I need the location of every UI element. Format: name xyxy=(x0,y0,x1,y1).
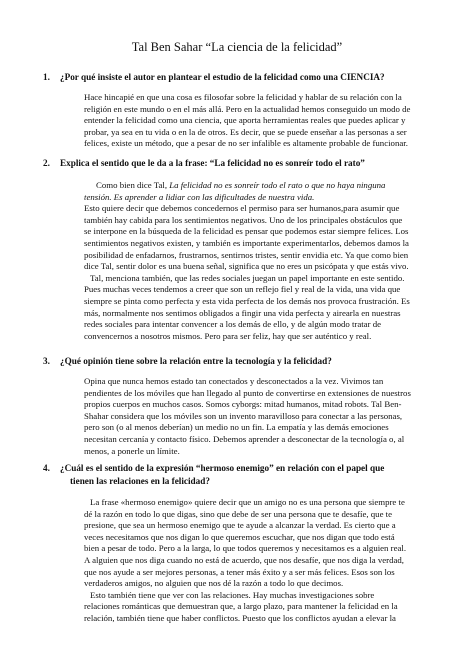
answer-line: más, normalmente nos sentimos obligados a fingir una vida perfecta y airearla en nuestras xyxy=(84,307,401,318)
answer-line: pendientes de los móviles que han llegado al punto de convertirse en extensiones de nuestros xyxy=(84,387,411,398)
answer-line: propios cuerpos en muchos casos. Somos cyborgs: mitad humanos, mitad robots. Tal Ben- xyxy=(84,399,402,410)
answer-line: Opina que nunca hemos estado tan conectados y desconectados a la vez. Vivimos tan xyxy=(84,376,384,386)
question-text: Explica el sentido que le da a la frase: “La felicidad no es sonreír todo el rato” xyxy=(60,158,365,168)
question-text: ¿Qué opinión tiene sobre la relación entre la tecnología y la felicidad? xyxy=(60,356,332,366)
question-text: tienen las relaciones en la felicidad? xyxy=(70,475,210,486)
answer-line: pero son (o al menos deberían) un medio no un fin. La empatía y las demás emociones xyxy=(84,422,389,433)
question-number: 3. xyxy=(43,356,50,366)
answer-line: siempre se pinta como perfecta y esta vida perfecta de los demás nos provoca frustración. Es xyxy=(84,295,410,306)
answer-line: tensión. Es aprender a lidiar con las dificultades de nuestra vida. xyxy=(84,191,315,202)
answer-1 xyxy=(84,92,438,150)
answer-line: A alguien que nos diga cuando no está de acuerdo, que nos desafíe, que nos diga la verdad, xyxy=(84,554,405,565)
answer-line: entender la felicidad como una ciencia, que aporta herramientas reales que puedes aplicar y xyxy=(84,115,406,126)
answer-line: convencernos a nosotros mismos. Pero para ser feliz, hay que ser auténtico y real. xyxy=(84,330,372,341)
question-4 xyxy=(43,462,430,487)
answer-line: presione, que sea un hermoso enemigo que te ayude a alcanzar la verdad. Es cierto que a xyxy=(84,520,396,531)
answer-line: menos, a ponerle un límite. xyxy=(84,445,180,456)
answer-line: Como bien dice Tal, La felicidad no es sonreír todo el rato o que no haya ninguna xyxy=(96,180,386,190)
answer-line: felices, existe un método, que a pesar de no ser infalible es altamente probable de funcionar. xyxy=(84,138,408,149)
answer-line: relación, también tiene que haber conflictos. Puesto que los conflictos ayudan a elevar la xyxy=(84,612,396,623)
answer-line: dé la razón en todo lo que digas, sino que debe de ser una persona que te desafíe, que te xyxy=(84,508,393,519)
question-number: 1. xyxy=(43,72,50,82)
answer-line: se interpone en la búsqueda de la felicidad es pensar que podemos estar siempre felices. Los xyxy=(84,226,409,237)
question-number: 2. xyxy=(43,158,50,168)
document-title: Tal Ben Sahar “La ciencia de la felicidad” xyxy=(131,40,343,54)
answer-line: que nos ayude a ser mejores personas, a tener más éxito y a ser más felices. Esos son los xyxy=(84,566,395,577)
answer-line: Pues muchas veces tendemos a creer que son un reflejo fiel y real de la vida, una vida que xyxy=(84,284,401,295)
question-2 xyxy=(43,157,430,170)
answer-line: Shahar considera que los móviles son un invento maravilloso para conectar a las personas, xyxy=(84,410,403,421)
question-1 xyxy=(43,71,430,84)
answer-4 xyxy=(84,497,438,625)
answer-line: redes sociales para intentar convencer a los demás de ello, y de algún modo tratar de xyxy=(84,319,382,330)
question-3 xyxy=(43,355,430,368)
answer-line: Esto también tiene que ver con las relaciones. Hay muchas investigaciones sobre xyxy=(90,589,375,600)
answer-line: La frase «hermoso enemigo» quiere decir que un amigo no es una persona que siempre te xyxy=(90,497,405,507)
italic-quote: La felicidad no es sonreír todo el rato o que no haya ninguna xyxy=(169,180,386,190)
answer-line: Tal, menciona también, que las redes sociales juegan un papel importante en este sentido. xyxy=(90,272,405,283)
answer-line: probar, ya sea en tu vida o en la de otros. Es decir, que se puede enseñar a las personas a ser xyxy=(84,126,407,137)
question-text: ¿Por qué insiste el autor en plantear el estudio de la felicidad como una CIENCIA? xyxy=(60,72,385,82)
answer-line: dice Tal, sentir dolor es una buena señal, significa que no eres un psicópata y que estás vivo. xyxy=(84,261,409,272)
answer-line: religión en este mundo o en el más allá. Pero en la actualidad hemos conseguido un modo de xyxy=(84,103,411,114)
answer-line: bien a pesar de todo. Pero a la larga, lo que todos queremos y necesitamos es a alguien real. xyxy=(84,543,407,554)
answer-2 xyxy=(84,180,438,342)
answer-line: verdaderos amigos, no alguien que nos dé la razón a todo lo que decimos. xyxy=(84,578,344,589)
answer-line: veces necesitamos que nos digan lo que queremos escuchar, que nos digan que todo está xyxy=(84,531,395,542)
answer-line: también hay cabida para los sentimientos negativos. Uno de los principales obstáculos que xyxy=(84,214,403,225)
answer-line: Esto quiere decir que debemos concedernos el permiso para ser humanos,para asumir que xyxy=(84,203,400,214)
question-number: 4. xyxy=(43,463,50,473)
answer-line: Hace hincapié en que una cosa es filosofar sobre la felicidad y hablar de su relación con la xyxy=(84,92,402,102)
answer-line: necesitan cercanía y contacto físico. Debemos aprender a desconectar de la tecnología o, al xyxy=(84,433,405,444)
answer-line: posibilidad de enfadarnos, frustrarnos, sentirnos tristes, sentir envidia etc. Ya que como bien xyxy=(84,249,409,260)
answer-3 xyxy=(84,376,438,457)
answer-line: relaciones románticas que demuestran que, a largo plazo, para mantener la felicidad en la xyxy=(84,601,398,612)
question-text: ¿Cuál es el sentido de la expresión “hermoso enemigo” en relación con el papel que xyxy=(60,463,385,473)
answer-line: sentimientos negativos existen, y también es importante experimentarlos, debemos damos la xyxy=(84,237,409,248)
